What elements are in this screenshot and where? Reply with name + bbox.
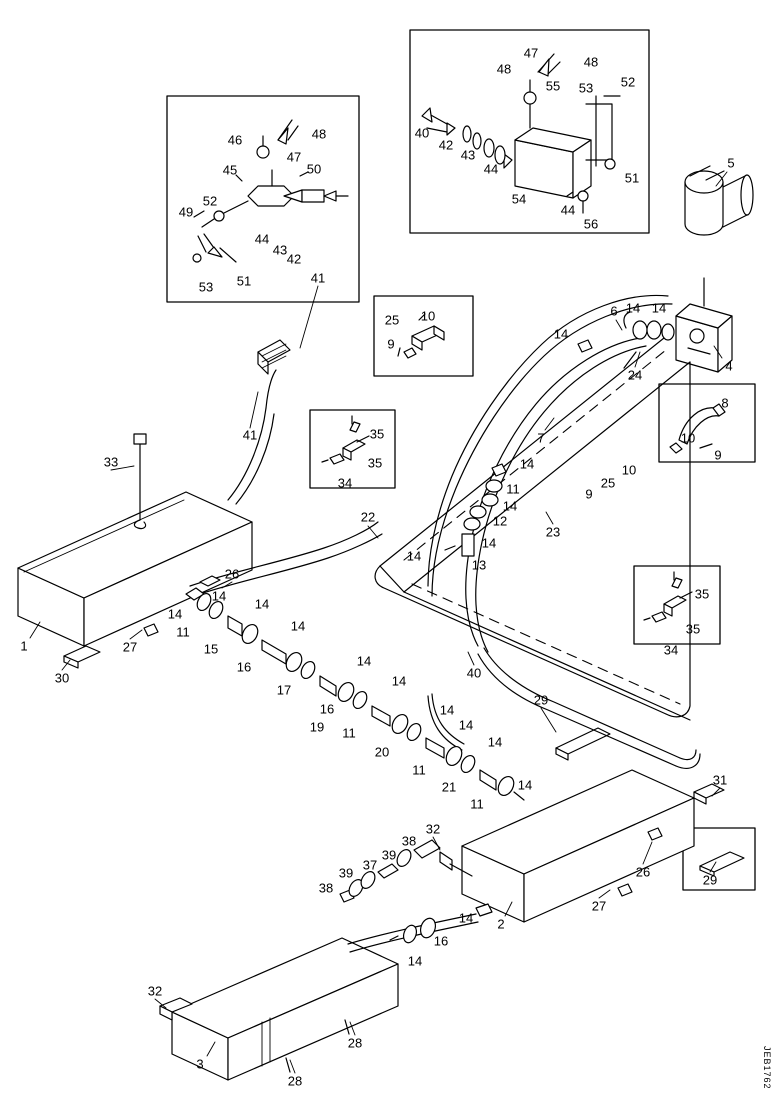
callout-14: 14 [519, 456, 535, 472]
callout-26: 26 [224, 566, 240, 582]
callout-33: 33 [103, 454, 119, 470]
callout-39: 39 [381, 847, 397, 863]
callout-14: 14 [553, 326, 569, 342]
callout-7: 7 [537, 430, 545, 446]
callout-22: 22 [360, 509, 376, 525]
callout-30: 30 [54, 670, 70, 686]
callout-10: 10 [680, 430, 696, 446]
callout-52: 52 [202, 193, 218, 209]
callout-37: 37 [362, 857, 378, 873]
callout-43: 43 [460, 147, 476, 163]
callout-4: 4 [725, 358, 733, 374]
callout-10: 10 [420, 308, 436, 324]
callout-8: 8 [721, 395, 729, 411]
callout-32: 32 [425, 821, 441, 837]
callout-27: 27 [591, 898, 607, 914]
callout-49: 49 [178, 204, 194, 220]
fitting-chain-boom [445, 464, 506, 556]
callout-29: 29 [533, 692, 549, 708]
callout-19: 19 [309, 719, 325, 735]
callout-11: 11 [470, 796, 484, 812]
callout-3: 3 [196, 1056, 204, 1072]
callout-51: 51 [236, 273, 252, 289]
callout-20: 20 [374, 744, 390, 760]
callout-14: 14 [625, 300, 641, 316]
callout-14: 14 [406, 548, 422, 564]
callout-14: 14 [439, 702, 455, 718]
inset-box-fitting-b [659, 384, 755, 462]
callout-41: 41 [242, 427, 258, 443]
callout-35: 35 [369, 426, 385, 442]
callout-27: 27 [122, 639, 138, 655]
part-4-valve-block [676, 278, 732, 372]
callout-44: 44 [560, 202, 576, 218]
callout-23: 23 [545, 524, 561, 540]
callout-16: 16 [433, 933, 449, 949]
boom-structure [375, 338, 690, 720]
callout-1: 1 [20, 638, 28, 654]
fitting-chain-main [186, 588, 524, 800]
callout-14: 14 [407, 953, 423, 969]
callout-40: 40 [466, 665, 482, 681]
callout-42: 42 [438, 137, 454, 153]
callout-14: 14 [167, 606, 183, 622]
callout-10: 10 [621, 462, 637, 478]
drawing-code-label: JEB1762 [762, 1046, 772, 1090]
callout-25: 25 [600, 475, 616, 491]
callout-14: 14 [254, 596, 270, 612]
callout-15: 15 [203, 641, 219, 657]
callout-48: 48 [583, 54, 599, 70]
callout-34: 34 [337, 475, 353, 491]
callout-26: 26 [635, 864, 651, 880]
callout-40: 40 [414, 125, 430, 141]
callout-14: 14 [458, 717, 474, 733]
callout-47: 47 [523, 45, 539, 61]
callout-14: 14 [356, 653, 372, 669]
callout-55: 55 [545, 78, 561, 94]
callout-44: 44 [254, 231, 270, 247]
callout-35: 35 [694, 586, 710, 602]
callout-38: 38 [401, 833, 417, 849]
callout-45: 45 [222, 162, 238, 178]
callout-48: 48 [311, 126, 327, 142]
callout-42: 42 [286, 251, 302, 267]
callout-9: 9 [714, 447, 722, 463]
callout-9: 9 [387, 336, 395, 352]
callout-14: 14 [211, 588, 227, 604]
callout-5: 5 [727, 155, 735, 171]
callout-12: 12 [492, 513, 508, 529]
part-1-tank [18, 434, 252, 668]
callout-31: 31 [712, 772, 728, 788]
callout-50: 50 [306, 161, 322, 177]
manifold-fittings [578, 312, 674, 368]
callout-48: 48 [496, 61, 512, 77]
callout-34: 34 [663, 642, 679, 658]
callout-56: 56 [583, 216, 599, 232]
callout-28: 28 [287, 1073, 303, 1089]
callout-11: 11 [412, 762, 426, 778]
callout-44: 44 [483, 161, 499, 177]
part-2-tank [462, 728, 724, 922]
callout-14: 14 [517, 777, 533, 793]
callout-14: 14 [651, 300, 667, 316]
callout-51: 51 [624, 170, 640, 186]
callout-43: 43 [272, 242, 288, 258]
callout-38: 38 [318, 880, 334, 896]
callout-6: 6 [610, 303, 618, 319]
callout-47: 47 [286, 149, 302, 165]
callout-53: 53 [198, 279, 214, 295]
callout-14: 14 [290, 618, 306, 634]
callout-14: 14 [487, 734, 503, 750]
callout-24: 24 [627, 367, 643, 383]
callout-16: 16 [319, 701, 335, 717]
callout-11: 11 [506, 481, 520, 497]
callout-53: 53 [578, 80, 594, 96]
callout-28: 28 [347, 1035, 363, 1051]
callout-54: 54 [511, 191, 527, 207]
callout-17: 17 [276, 682, 292, 698]
callout-14: 14 [502, 498, 518, 514]
callout-35: 35 [685, 621, 701, 637]
callout-16: 16 [236, 659, 252, 675]
callout-29: 29 [702, 872, 718, 888]
callout-14: 14 [458, 910, 474, 926]
callout-11: 11 [176, 624, 190, 640]
connector-cluster [258, 340, 290, 374]
callout-2: 2 [497, 916, 505, 932]
callout-46: 46 [227, 132, 243, 148]
inset-box-bracket-a [310, 410, 395, 491]
callout-35: 35 [367, 455, 383, 471]
callout-52: 52 [620, 74, 636, 90]
callout-9: 9 [585, 486, 593, 502]
callout-21: 21 [441, 779, 457, 795]
callout-11: 11 [342, 725, 356, 741]
callout-14: 14 [481, 535, 497, 551]
callout-25: 25 [384, 312, 400, 328]
callout-39: 39 [338, 865, 354, 881]
part-5-canister [685, 166, 753, 235]
callout-32: 32 [147, 983, 163, 999]
callout-41: 41 [310, 270, 326, 286]
inset-box-left [167, 96, 359, 302]
callout-14: 14 [391, 673, 407, 689]
callout-13: 13 [471, 557, 487, 573]
inset-box-bracket-b [634, 566, 720, 644]
